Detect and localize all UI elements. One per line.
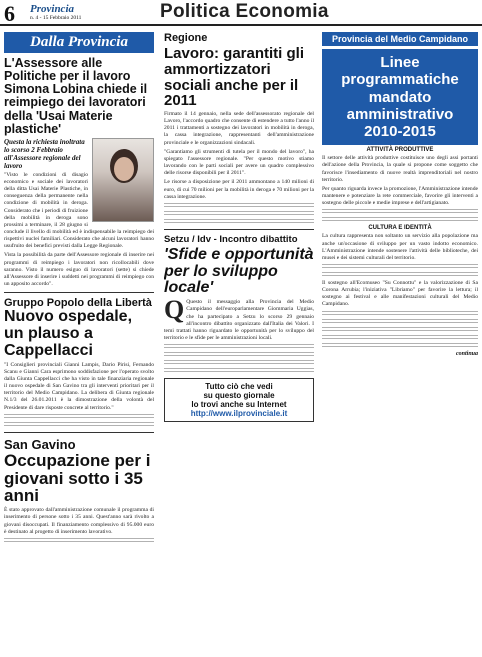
text-lines <box>4 414 154 420</box>
sfide-body <box>164 295 314 342</box>
cultura-subhead: CULTURA E IDENTITÀ <box>368 225 432 232</box>
divider <box>4 432 154 433</box>
newspaper-logo: Provincia <box>30 3 74 15</box>
website-promo-box <box>164 378 314 422</box>
pdl-kicker: Gruppo Popolo della Libertà <box>4 297 152 310</box>
lobina-caption: Questa la richiesta inoltrata lo scorso 2 Febbraio all'Assessore regionale del lavoro <box>4 137 85 170</box>
text-lines <box>322 335 478 341</box>
attivita-body-1: Il settore delle attività produttive costituisce uno degli assi portanti dell'azione della Provincia, la quale si propone come soggetto che favorisce l'insediamento di nuove realtà imprenditoriali nel nostro territorio. <box>322 155 478 183</box>
text-lines <box>4 538 154 544</box>
text-lines <box>164 360 314 366</box>
continua-label: continua <box>455 350 478 357</box>
lobina-body-1: "Visto le condizioni di disagio economico e sociale dei lavoratori della ditta Usai Materie Plastiche, in conseguenza della permanente nella condizione di mobilità in deroga. Considerato che i periodi di fruizione della mobilità in deroga sono prossimi a terminare, il 28 giugno si conclude il livello di mobilità ed è indispensabile la reimpiego dei rispettivi nuclei familiari. Considerato che alcuni lavoratori hanno usufruito dei benefici previsti dalla Legge Regionale. <box>4 171 154 250</box>
promo-line-3: lo trovi anche su Internet <box>191 400 287 410</box>
attivita-body-2: Per quanto riguarda invece la promozione, l'Amministrazione intende mantenere e potenziare la rete commerciale, favorire gli interventi a sostegno delle piccole e medie imprese e dell'artigianato. <box>322 185 478 207</box>
sfide-body-text: Questo il messaggio alla Provincia del Medio Campidano dell'europarlamentare Giommaria Uggias, che ha partecipato a Setzu lo scorso 29 gennaio all'incontro dibattito organizzato dall'Italia dei Valori. I temi trattati hanno riguardato le opportunità per lo sviluppo del territorio e le sfide per le amministrazioni locali. <box>164 299 314 342</box>
occupazione-body: È stato approvato dall'amministrazione comunale il programma di inserimento di persone sotto i 35 anni. Quest'anno sarà rivolto a giovani disoccupati. Il finanziamento complessivo di 95.000 euro è destinato al progetto di inserimento lavorativo. <box>4 507 154 535</box>
divider <box>164 229 314 230</box>
text-lines <box>164 352 314 358</box>
page-header <box>0 0 482 26</box>
column-right <box>322 32 478 652</box>
lobina-portrait-image <box>92 138 154 222</box>
attivita-produttive-subhead: ATTIVITÀ PRODUTTIVE <box>366 147 434 154</box>
text-lines <box>164 219 314 225</box>
setzu-kicker: Setzu / Idv - Incontro dibattito <box>164 233 298 245</box>
sfide-headline: 'Sfide e opportunità per lo sviluppo locale' <box>164 245 314 297</box>
linee-programmatiche-title: Linee programmatiche mandato amministrativo 2010-2015 <box>341 54 459 140</box>
provincia-banner: Provincia del Medio Campidano <box>322 32 478 46</box>
text-lines <box>322 327 478 333</box>
lavoro-body-1: Firmato il 14 gennaio, nella sede dell'assessorato regionale del Lavoro, l'accordo quadro che consente di estendere a tutto l'anno il 2011 i trattamenti a sostegno dei lavoratori in mobilità in deroga, la cassa integrazione, rappresentanti dell'amministrazione provinciale e le organizzazioni sindacali. <box>164 111 314 146</box>
section-title: Politica Economia <box>160 1 329 22</box>
lavoro-headline: Lavoro: garantiti gli ammortizzatori sociali anche per il 2011 <box>164 45 305 110</box>
text-lines <box>322 217 478 223</box>
text-lines <box>322 311 478 317</box>
issue-date: n. 4 - 15 Febbraio 2011 <box>30 15 82 21</box>
text-lines <box>322 264 478 270</box>
ospedale-body: "I Consiglieri provinciali Gianni Lampis, Dario Pirisi, Fernando Scanu e Gianni Cara esprimono soddisfazione per l'operato svolto dalla Giunta Cappellacci che ha visto in tale finanziaria regionale il nuovo ospedale di San Gavino tra gli interventi prioritari per il territorio del Medio Campidano. La delibera di Giunta regionale N.1/3 del 26.01.2011 è la dimostrazione della volontà del Presidente di dare risposte concrete al territorio." <box>4 361 154 411</box>
text-lines <box>322 343 478 349</box>
san-gavino-kicker: San Gavino <box>4 436 76 452</box>
text-lines <box>164 344 314 350</box>
divider <box>4 292 154 293</box>
dalla-provincia-banner: Dalla Provincia <box>4 32 154 53</box>
ospedale-headline: Nuovo ospedale, un plauso a Cappellacci <box>4 308 133 359</box>
drop-cap: Q <box>164 295 185 325</box>
column-middle <box>164 32 314 652</box>
promo-line-2: su questo giornale <box>203 391 275 401</box>
text-lines <box>164 203 314 209</box>
lobina-headline: L'Assessore alle Politiche per il lavoro Simona Lobina chiede il reimpiego dei lavoratori della 'Usai Materie plastiche' <box>4 56 148 136</box>
cultura-body-1: La cultura rappresenta non soltanto un servizio alla popolazione ma anche un'occasione di sviluppo per un vasto indotto economico. L'Amministrazione intende sostenere l'attività delle biblioteche, dei musei e dei sistemi culturali del territorio. <box>322 233 478 261</box>
cultura-body-2: Il sostegno all'Ecomuseo "Su Connottu" e la valorizzazione di Sa Corona Arrubia; l'iniziativa "Libriamo" per favorire la lettura; il sostegno ai festival e alle manifestazioni culturali del Medio Campidano. <box>322 279 478 308</box>
text-lines <box>322 272 478 278</box>
text-lines <box>322 319 478 325</box>
lavoro-body-3: Le risorse a disposizione per il 2011 ammontano a 140 milioni di euro, di cui 70 milioni per la mobilità in deroga e 70 milioni per la cassa integrazione. <box>164 179 314 200</box>
linee-programmatiche-box <box>322 49 478 145</box>
text-lines <box>164 211 314 217</box>
text-lines <box>164 368 314 374</box>
lobina-body-2: Vista la possibilità da parte dell'Assessore regionale di inserire nei programmi di reimpiego i lavoratori non ricollocabili dove saranno. Visto il numero esiguo di lavoratori (sette) si chiede all'Assessore di inserire i suddetti nei programmi di reimpiego con un apposito accordo". <box>4 252 154 288</box>
occupazione-headline: Occupazione per i giovani sotto i 35 anni <box>4 450 151 506</box>
column-left <box>4 32 154 652</box>
text-lines <box>322 209 478 215</box>
regione-kicker: Regione <box>164 32 208 44</box>
page-number: 6 <box>4 1 15 26</box>
promo-line-1: Tutto ciò che vedi <box>205 382 273 392</box>
text-lines <box>4 422 154 428</box>
lavoro-body-2: "Garantiamo gli strumenti di tutela per il mondo del lavoro", ha spiegato l'assessore regionale. "Per questo motivo stiamo lavorando con le parti sociali per avere un quadro complessivo delle risorse disponibili per il 2011". <box>164 148 314 177</box>
promo-url-link[interactable]: http://www.ilprovinciale.it <box>190 409 288 419</box>
